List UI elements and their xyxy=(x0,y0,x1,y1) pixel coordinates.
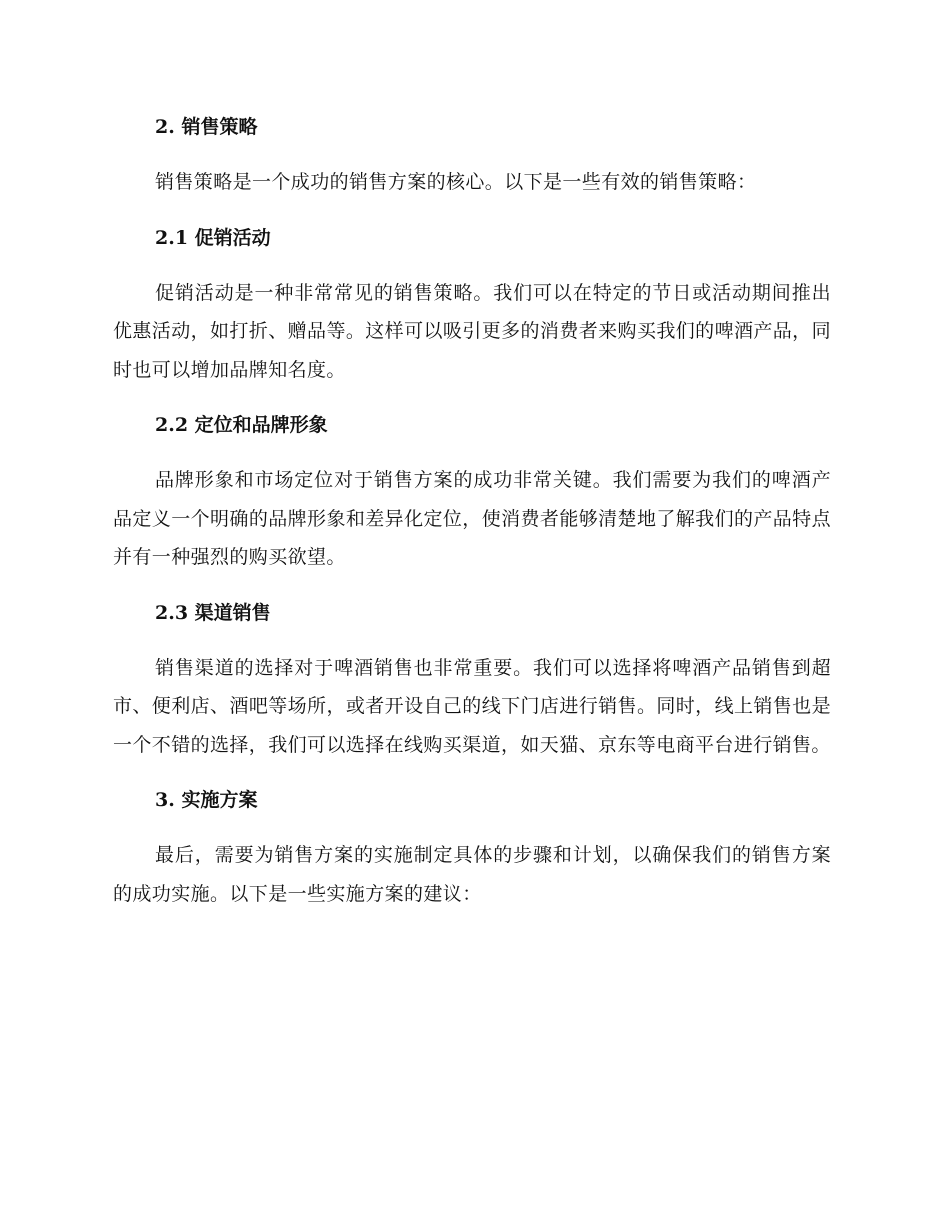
section-heading-channel-sales: 2.3 渠道销售 xyxy=(155,601,271,624)
paragraph-channel-sales: 销售渠道的选择对于啤酒销售也非常重要。我们可以选择将啤酒产品销售到超市、便利店、酒吧等场所，或者开设自己的线下门店进行销售。同时，线上销售也是一个不错的选择，我们可以选择在线购买渠道，如天猫、京东等电商平台进行销售。 xyxy=(113,656,831,756)
paragraph-implementation: 最后，需要为销售方案的实施制定具体的步骤和计划，以确保我们的销售方案的成功实施。以下是一些实施方案的建议： xyxy=(113,844,831,905)
paragraph-brand-positioning: 品牌形象和市场定位对于销售方案的成功非常关键。我们需要为我们的啤酒产品定义一个明确的品牌形象和差异化定位，使消费者能够清楚地了解我们的产品特点并有一种强烈的购买欲望。 xyxy=(113,469,831,568)
section-heading-sales-strategy: 2. 销售策略 xyxy=(155,116,258,138)
section-heading-implementation: 3. 实施方案 xyxy=(155,789,258,811)
paragraph-sales-strategy-intro: 销售策略是一个成功的销售方案的核心。以下是一些有效的销售策略： xyxy=(155,171,757,193)
section-heading-brand-positioning: 2.2 定位和品牌形象 xyxy=(155,414,328,436)
section-heading-promotions: 2.1 促销活动 xyxy=(155,226,271,249)
paragraph-promotions: 促销活动是一种非常常见的销售策略。我们可以在特定的节日或活动期间推出优惠活动，如打折、赠品等。这样可以吸引更多的消费者来购买我们的啤酒产品，同时也可以增加品牌知名度。 xyxy=(113,281,831,381)
document-body xyxy=(113,108,831,930)
